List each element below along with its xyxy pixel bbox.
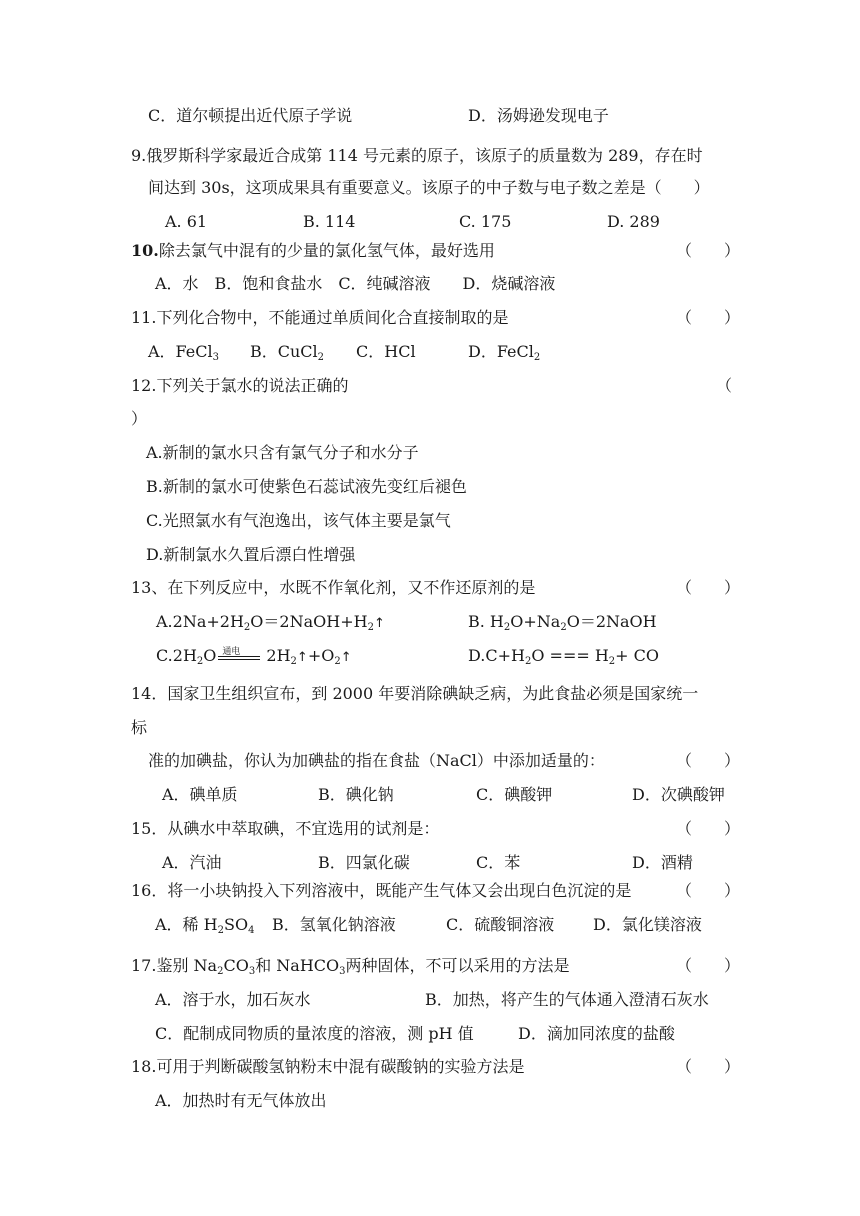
q16-stem: 16．将一小块钠投入下列溶液中，既能产生气体又会出现白色沉淀的是 <box>131 881 632 900</box>
q16-option-a: A．稀 $H_2SO_4$ <box>155 915 255 936</box>
q11-option-c: C．HCl <box>356 342 416 361</box>
q14-stem-line3: 准的加碘盐，你认为加碘盐的指在食盐（NaCl）中添加适量的： <box>148 751 605 770</box>
q9-option-b: B. 114 <box>303 212 356 231</box>
q15-stem: 15．从碘水中萃取碘，不宜选用的试剂是： <box>131 819 440 838</box>
q15-option-c: C．苯 <box>476 853 521 872</box>
q8-option-d: D．汤姆逊发现电子 <box>468 106 609 125</box>
q8-option-c: C．道尔顿提出近代原子学说 <box>148 106 353 125</box>
q9-option-a: A. 61 <box>165 212 208 231</box>
q12-option-b: B.新制的氯水可使紫色石蕊试液先变红后褪色 <box>146 477 467 496</box>
q14-stem-line2: 标 <box>131 718 148 737</box>
q13-option-d: $D.C+H_2O$ === $H_2+$ CO <box>468 646 660 667</box>
q17-answer-paren: （ ） <box>676 956 741 975</box>
gas-up-arrow-icon: ↑ <box>373 616 385 631</box>
q9-option-d: D. 289 <box>607 212 660 231</box>
q10-number: 10. <box>131 241 159 260</box>
q11-option-b: B．CuCl$_2$ <box>250 342 325 363</box>
q11-stem: 11.下列化合物中，不能通过单质间化合直接制取的是 <box>131 308 509 327</box>
q14-stem-line1: 14．国家卫生组织宣布，到 2000 年要消除碘缺乏病，为此食盐必须是国家统一 <box>131 684 699 703</box>
q12-option-a: A.新制的氯水只含有氯气分子和水分子 <box>146 443 419 462</box>
q12-stem: 12.下列关于氯水的说法正确的 <box>131 376 349 395</box>
q14-answer-paren: （ ） <box>676 751 741 770</box>
gas-up-arrow-icon: ↑ <box>296 650 308 665</box>
electrolysis-condition-sign: 通电 <box>218 650 260 664</box>
q9-stem-line2: 间达到 30s，这项成果具有重要意义。该原子的中子数与电子数之差是（ ） <box>148 178 710 197</box>
q17-stem: 17.鉴别 $Na_2CO_3$和 NaHCO$_3$两种固体，不可以采用的方法是 <box>131 956 570 977</box>
q9-option-c: C. 175 <box>459 212 512 231</box>
q15-option-b: B．四氯化碳 <box>318 853 410 872</box>
q10-options: A．水 B．饱和食盐水 C．纯碱溶液 D．烧碱溶液 <box>155 274 556 293</box>
q18-option-a: A．加热时有无气体放出 <box>155 1091 327 1110</box>
q10-text: 除去氯气中混有的少量的氯化氢气体，最好选用 <box>158 241 495 260</box>
q10-stem <box>131 240 495 262</box>
q15-option-a: A．汽油 <box>162 853 222 872</box>
q13-option-b: B. $H_2O+Na_2O=2NaOH$ <box>468 612 657 633</box>
q18-stem: 18.可用于判断碳酸氢钠粉末中混有碳酸钠的实验方法是 <box>131 1057 525 1076</box>
q17-option-b: B．加热，将产生的气体通入澄清石灰水 <box>425 990 709 1009</box>
q16-option-d: D．氯化镁溶液 <box>593 915 702 934</box>
q15-option-d: D．酒精 <box>632 853 693 872</box>
q17-option-c: C．配制成同物质的量浓度的溶液，测 pH 值 <box>155 1024 474 1043</box>
q14-option-a: A．碘单质 <box>162 785 238 804</box>
q18-answer-paren: （ ） <box>676 1057 741 1076</box>
q13-option-a: $A.2Na+2H_2O=2NaOH+H_2↑$ <box>156 612 385 633</box>
q14-option-b: B．碘化钠 <box>318 785 394 804</box>
q12-paren-open: （ <box>716 376 733 395</box>
q17-option-a: A．溶于水，加石灰水 <box>155 990 311 1009</box>
q17-option-d: D．滴加同浓度的盐酸 <box>518 1024 675 1043</box>
q12-paren-close: ） <box>131 409 148 428</box>
q16-answer-paren: （ ） <box>676 881 741 900</box>
q12-option-d: D.新制氯水久置后漂白性增强 <box>146 545 356 564</box>
q15-answer-paren: （ ） <box>676 819 741 838</box>
q11-answer-paren: （ ） <box>676 308 741 327</box>
q11-option-a: A．FeCl$_3$ <box>148 342 219 363</box>
q13-stem: 13、在下列反应中，水既不作氧化剂，又不作还原剂的是 <box>131 578 536 597</box>
q10-answer-paren: （ ） <box>676 241 741 260</box>
q14-option-c: C．碘酸钾 <box>476 785 553 804</box>
q16-option-b: B．氢氧化钠溶液 <box>272 915 396 934</box>
q16-option-c: C．硫酸铜溶液 <box>446 915 555 934</box>
q11-option-d: D．FeCl$_2$ <box>468 342 541 363</box>
q13-answer-paren: （ ） <box>676 578 741 597</box>
gas-up-arrow-icon: ↑ <box>340 650 352 665</box>
q9-stem-line1: 9.俄罗斯科学家最近合成第 114 号元素的原子，该原子的质量数为 289，存在时 <box>131 146 703 165</box>
q12-option-c: C.光照氯水有气泡逸出，该气体主要是氯气 <box>146 511 451 530</box>
q13-option-c: $C.2H_2O$ 通电 $2H_2↑+O_2↑$ <box>156 646 352 667</box>
q14-option-d: D．次碘酸钾 <box>632 785 725 804</box>
